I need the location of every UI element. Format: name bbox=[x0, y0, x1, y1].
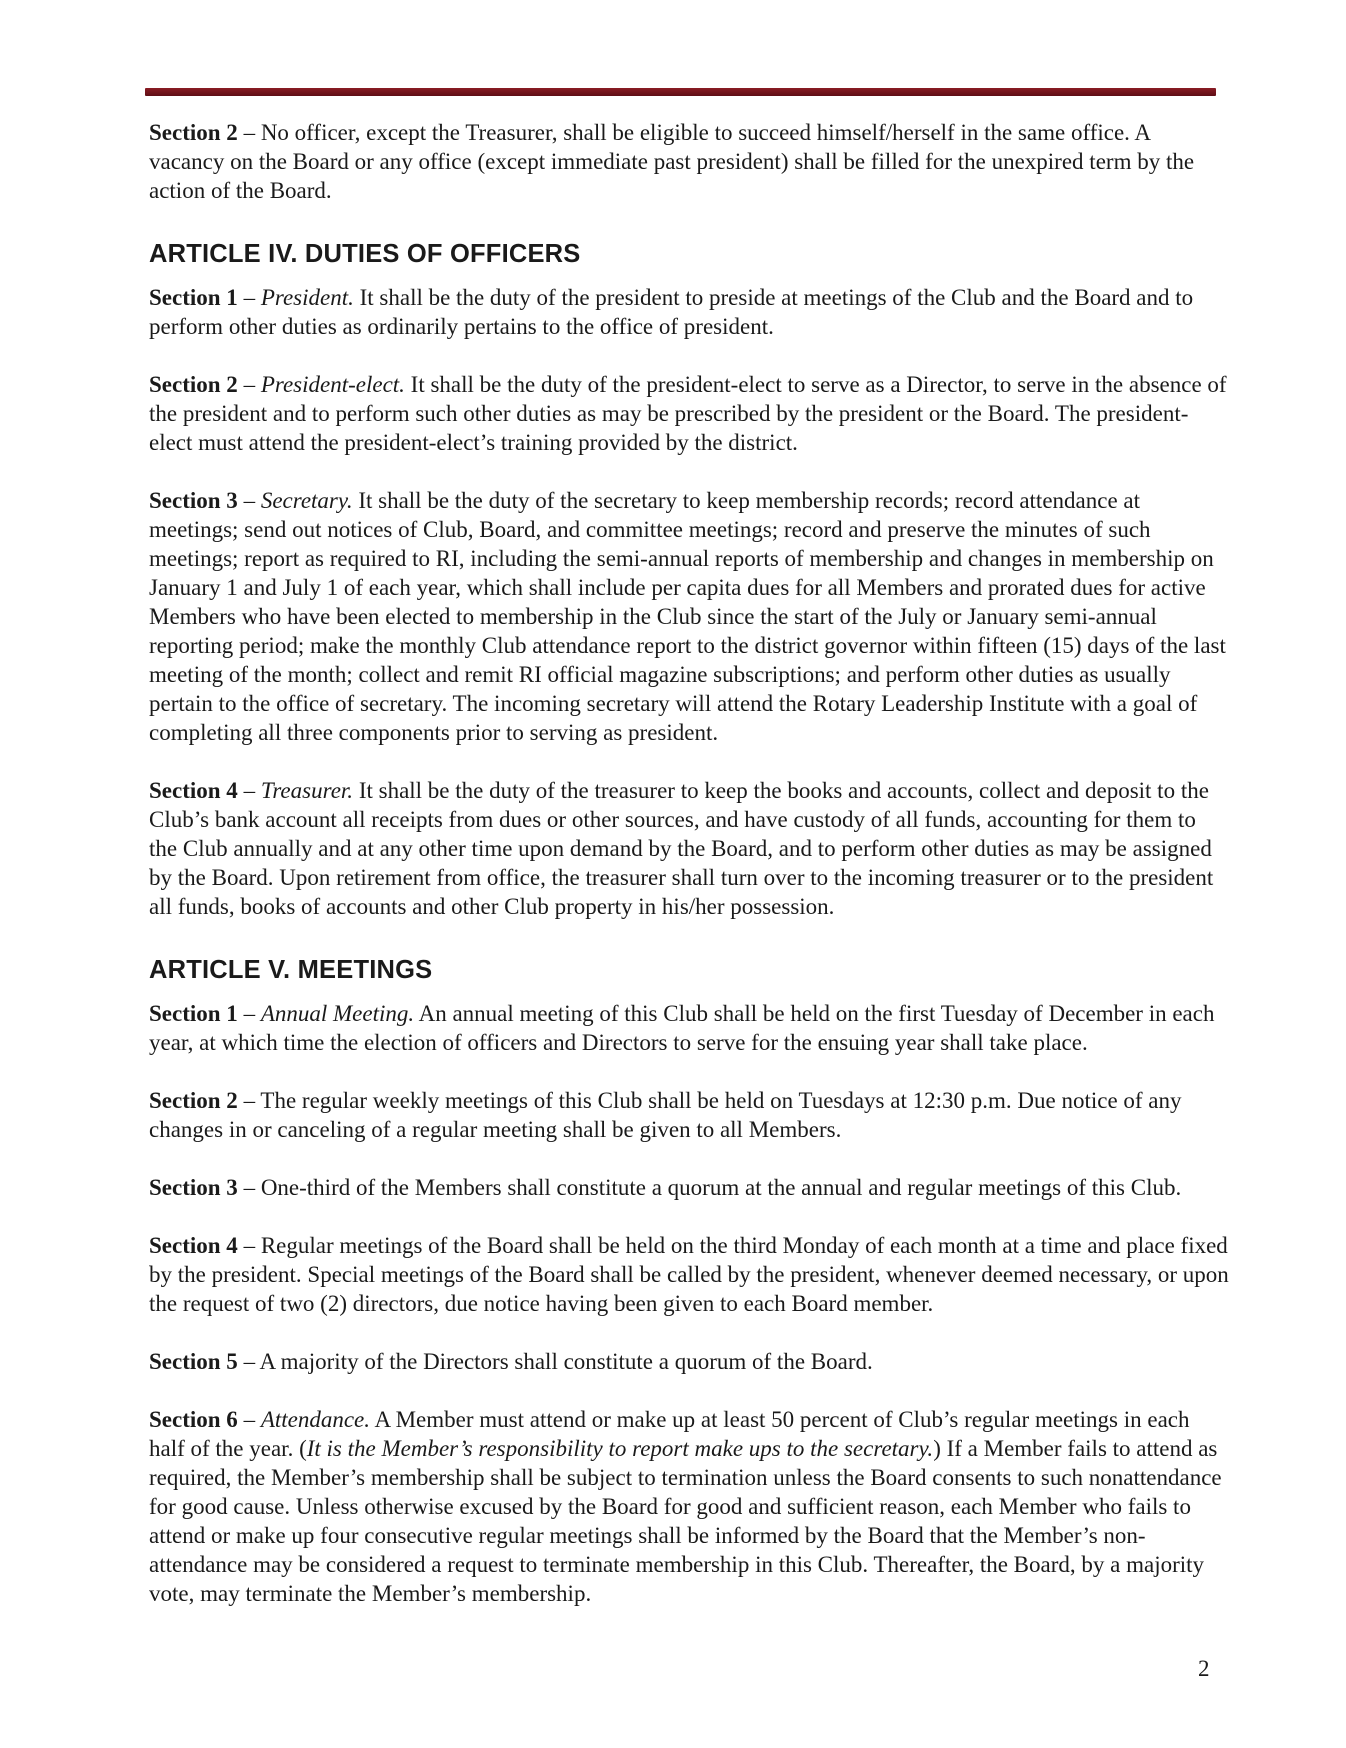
section-text: Regular meetings of the Board shall be held on the third Monday of each month at a time and place fixed by the president. Special meetings of the Board shall be called by the president, whenever deemed necessary, or upon the request of two (2) directors, due notice having been given to each Board member. bbox=[149, 1233, 1229, 1316]
document-body bbox=[149, 118, 1229, 1637]
section-label: Section 5 bbox=[149, 1349, 238, 1374]
article4-section3 bbox=[149, 486, 1229, 747]
section-text: It shall be the duty of the treasurer to keep the books and accounts, collect and deposit to the Club’s bank account all receipts from dues or other sources, and have custody of all funds, accounting for them to the Club annually and at any other time upon demand by the Board, and to perform other duties as may be assigned by the Board. Upon retirement from office, the treasurer shall turn over to the incoming treasurer or to the president all funds, books of accounts and other Club property in his/her possession. bbox=[149, 778, 1214, 919]
article5-section1 bbox=[149, 999, 1229, 1057]
section-label: Section 4 bbox=[149, 1233, 238, 1258]
section-separator: – bbox=[237, 1233, 261, 1258]
article3-section2 bbox=[149, 118, 1229, 205]
section-title: Treasurer. bbox=[260, 778, 354, 803]
section-separator: – bbox=[237, 285, 261, 310]
section-text: The regular weekly meetings of this Club shall be held on Tuesdays at 12:30 p.m. Due notice of any changes in or canceling of a regular meeting shall be given to all Members. bbox=[149, 1088, 1182, 1142]
section-text: It shall be the duty of the secretary to keep membership records; record attendance at meetings; send out notices of Club, Board, and committee meetings; record and preserve the minutes of such meetings; report as required to RI, including the semi-annual reports of membership and changes in membership on January 1 and July 1 of each year, which shall include per capita dues for all Members and prorated dues for active Members who have been elected to membership in the Club since the start of the July or January semi-annual reporting period; make the monthly Club attendance report to the district governor within fifteen (15) days of the last meeting of the month; collect and remit RI official magazine subscriptions; and perform other duties as usually pertain to the office of secretary. The incoming secretary will attend the Rotary Leadership Institute with a goal of completing all three components prior to serving as president. bbox=[149, 488, 1226, 745]
article4-section2 bbox=[149, 370, 1229, 457]
section-title: Annual Meeting. bbox=[260, 1001, 415, 1026]
section-label: Section 3 bbox=[149, 1175, 238, 1200]
section-label: Section 1 bbox=[149, 1001, 238, 1026]
article5-section4 bbox=[149, 1231, 1229, 1318]
page-number: 2 bbox=[1198, 1656, 1210, 1681]
section-separator: – bbox=[237, 372, 261, 397]
section-label: Section 2 bbox=[149, 1088, 238, 1113]
section-text: It shall be the duty of the president-elect to serve as a Director, to serve in the absence of the president and to perform such other duties as may be prescribed by the president or the Board. The president-elect must attend the president-elect’s training provided by the district. bbox=[149, 372, 1227, 455]
section-text: An annual meeting of this Club shall be held on the first Tuesday of December in each year, at which time the election of officers and Directors to serve for the ensuing year shall take place. bbox=[149, 1001, 1215, 1055]
section-label: Section 2 bbox=[149, 120, 238, 145]
section-title: President. bbox=[260, 285, 354, 310]
section-text: It shall be the duty of the president to preside at meetings of the Club and the Board and to perform other duties as ordinarily pertains to the office of president. bbox=[149, 285, 1194, 339]
section-title: Attendance. bbox=[260, 1407, 371, 1432]
article5-section6 bbox=[149, 1405, 1229, 1608]
section-label: Section 6 bbox=[149, 1407, 238, 1432]
section-separator: – bbox=[237, 1407, 261, 1432]
section-italic-note: It is the Member’s responsibility to report make ups to the secretary. bbox=[306, 1436, 934, 1461]
section-separator: – bbox=[237, 1088, 261, 1113]
article5-heading: ARTICLE V. MEETINGS bbox=[149, 956, 433, 984]
section-separator: – bbox=[237, 120, 261, 145]
section-label: Section 1 bbox=[149, 285, 238, 310]
section-title: President-elect. bbox=[260, 372, 405, 397]
article4-section1 bbox=[149, 283, 1229, 341]
section-separator: – bbox=[237, 778, 261, 803]
section-separator: – bbox=[237, 1349, 260, 1374]
section-separator: – bbox=[237, 488, 261, 513]
section-text: A Member must attend or make up at least 50 percent of Club’s regular meetings in each half of the year. ( bbox=[149, 1407, 1190, 1461]
section-label: Section 3 bbox=[149, 488, 238, 513]
section-label: Section 4 bbox=[149, 778, 238, 803]
article5-section5 bbox=[149, 1347, 1229, 1376]
section-text: No officer, except the Treasurer, shall be eligible to succeed himself/herself in the same office. A vacancy on the Board or any office (except immediate past president) shall be filled for the unexpired term by the action of the Board. bbox=[149, 120, 1195, 203]
section-separator: – bbox=[237, 1001, 261, 1026]
article4-section4 bbox=[149, 776, 1229, 921]
section-text: A majority of the Directors shall constitute a quorum of the Board. bbox=[259, 1349, 873, 1374]
header-rule bbox=[145, 88, 1216, 96]
section-separator: – bbox=[237, 1175, 261, 1200]
section-text-after: ) If a Member fails to attend as required, the Member’s membership shall be subject to termination unless the Board consents to such nonattendance for good cause. Unless otherwise excused by the Board for good and sufficient reason, each Member who fails to attend or make up four consecutive regular meetings shall be informed by the Board that the Member’s non-attendance may be considered a request to terminate membership in this Club. Thereafter, the Board, by a majority vote, may terminate the Member’s membership. bbox=[149, 1436, 1222, 1606]
article4-heading: ARTICLE IV. DUTIES OF OFFICERS bbox=[149, 240, 581, 268]
section-text: One-third of the Members shall constitute a quorum at the annual and regular meetings of this Club. bbox=[260, 1175, 1182, 1200]
article5-section3 bbox=[149, 1173, 1229, 1202]
section-label: Section 2 bbox=[149, 372, 238, 397]
article5-section2 bbox=[149, 1086, 1229, 1144]
section-title: Secretary. bbox=[260, 488, 353, 513]
